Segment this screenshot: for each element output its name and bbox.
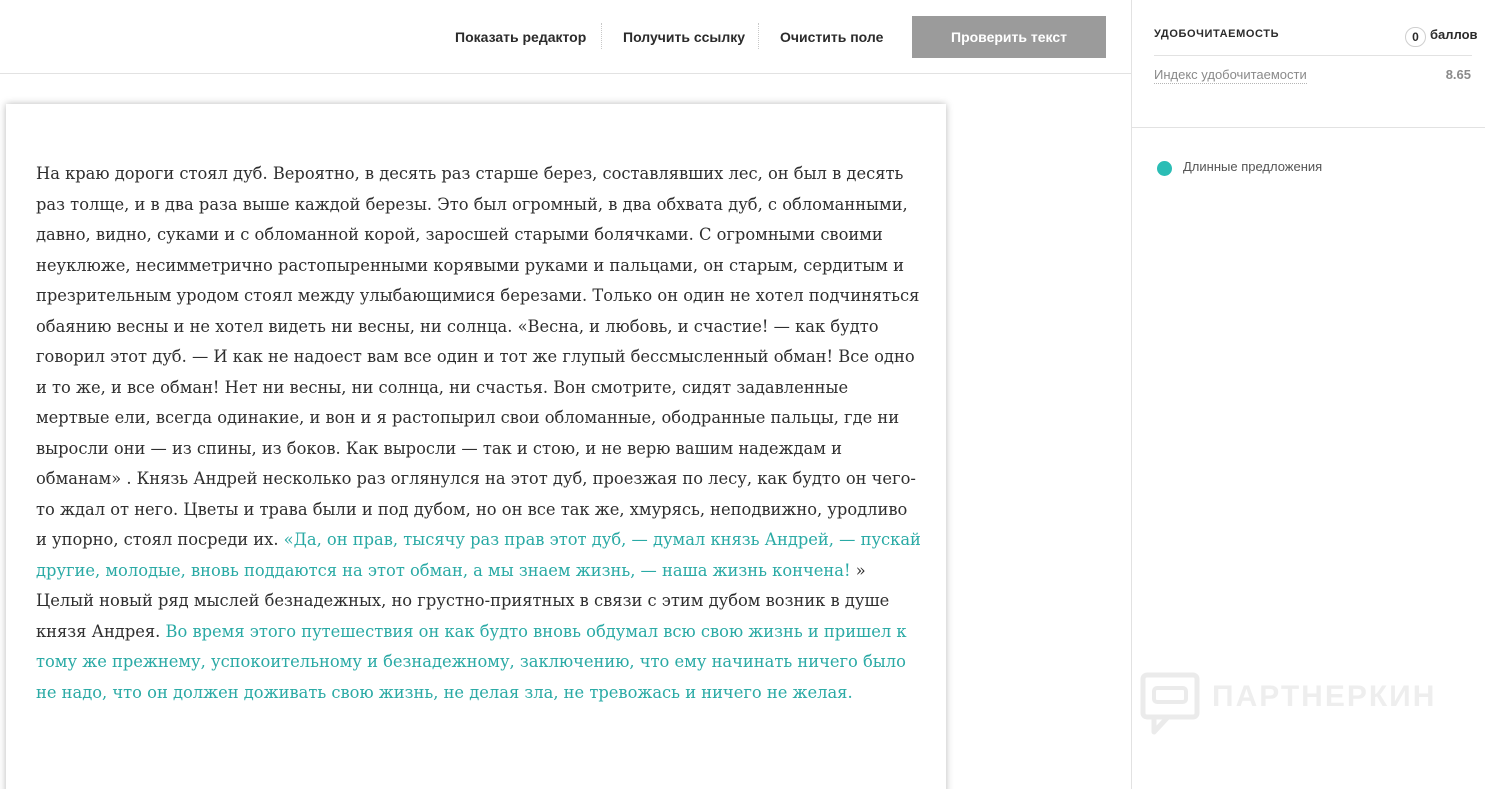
long-sentence-highlight: «Да, он прав, тысячу раз прав этот дуб, — думал князь Андрей, — пускай другие, молодые, вновь поддаются на этот обман, а мы знаем жизнь, — наша жизнь кончена! xyxy=(36,530,921,580)
panel-divider xyxy=(1132,127,1485,128)
readability-index-value: 8.65 xyxy=(1445,67,1471,82)
text-editor-content[interactable] xyxy=(36,159,921,708)
get-link-link[interactable]: Получить ссылку xyxy=(623,29,746,45)
check-text-button[interactable]: Проверить текст xyxy=(912,16,1106,58)
text-segment: » Целый новый ряд мыслей безнадежных, но грустно-приятных в связи с этим дубом возник в душе князя Андрея. xyxy=(36,560,890,641)
readability-title: УДОБОЧИТАЕМОСТЬ xyxy=(1154,28,1280,40)
toolbar xyxy=(0,0,1131,74)
toolbar-divider xyxy=(758,23,759,49)
score-unit: баллов xyxy=(1430,27,1478,42)
watermark xyxy=(1140,672,1440,738)
panel-divider xyxy=(1154,55,1472,56)
toolbar-divider xyxy=(601,23,602,49)
readability-index-label[interactable]: Индекс удобочитаемости xyxy=(1154,67,1307,82)
show-editor-link[interactable]: Показать редактор xyxy=(455,29,587,45)
watermark-text: ПАРТНЕРКИН xyxy=(1212,680,1437,713)
readability-panel xyxy=(1131,0,1485,789)
long-sentence-highlight: Во время этого путешествия он как будто вновь обдумал всю свою жизнь и пришел к тому же прежнему, успокоительному и безнадежному, заключению, что ему начинать ничего было не надо, что он должен доживать свою жизнь, не делая зла, не тревожась и ничего не желая. xyxy=(36,621,907,702)
legend-dot-icon xyxy=(1157,161,1172,176)
text-editor-sheet[interactable] xyxy=(6,104,946,789)
score-badge: 0 xyxy=(1405,27,1426,47)
text-segment: На краю дороги стоял дуб. Вероятно, в десять раз старше берез, составлявших лес, он был в десять раз толще, и в два раза выше каждой березы. Это был огромный, в два обхвата дуб, с обломанными, давно, видно, суками и с обломанной корой, заросшей старыми болячками. С огромными своими неуклюже, несимметрично растопыренными корявыми руками и пальцами, он старым, сердитым и презрительным уродом стоял между улыбающимися березами. Только он один не хотел подчиняться обаянию весны и не хотел видеть ни весны, ни солнца. «Весна, и любовь, и счастие! — как будто говорил этот дуб. — И как не надоест вам все один и тот же глупый бессмысленный обман! Все одно и то же, и все обман! Нет ни весны, ни солнца, ни счастья. Вон смотрите, сидят задавленные мертвые ели, всегда одинакие, и вон и я растопырил свои обломанные, ободранные пальцы, где ни выросли они — из спины, из боков. Как выросли — так и стою, и не верю вашим надеждам и обманам» . Князь Андрей несколько раз оглянулся на этот дуб, проезжая по лесу, как будто он чего-то ждал от него. Цветы и трава были и под дубом, но он все так же, хмурясь, неподвижно, уродливо и упорно, стоял посреди их. xyxy=(36,164,920,549)
long-sentences-legend[interactable]: Длинные предложения xyxy=(1183,159,1323,174)
clear-field-link[interactable]: Очистить поле xyxy=(780,29,884,45)
watermark-logo-icon xyxy=(1140,672,1200,736)
